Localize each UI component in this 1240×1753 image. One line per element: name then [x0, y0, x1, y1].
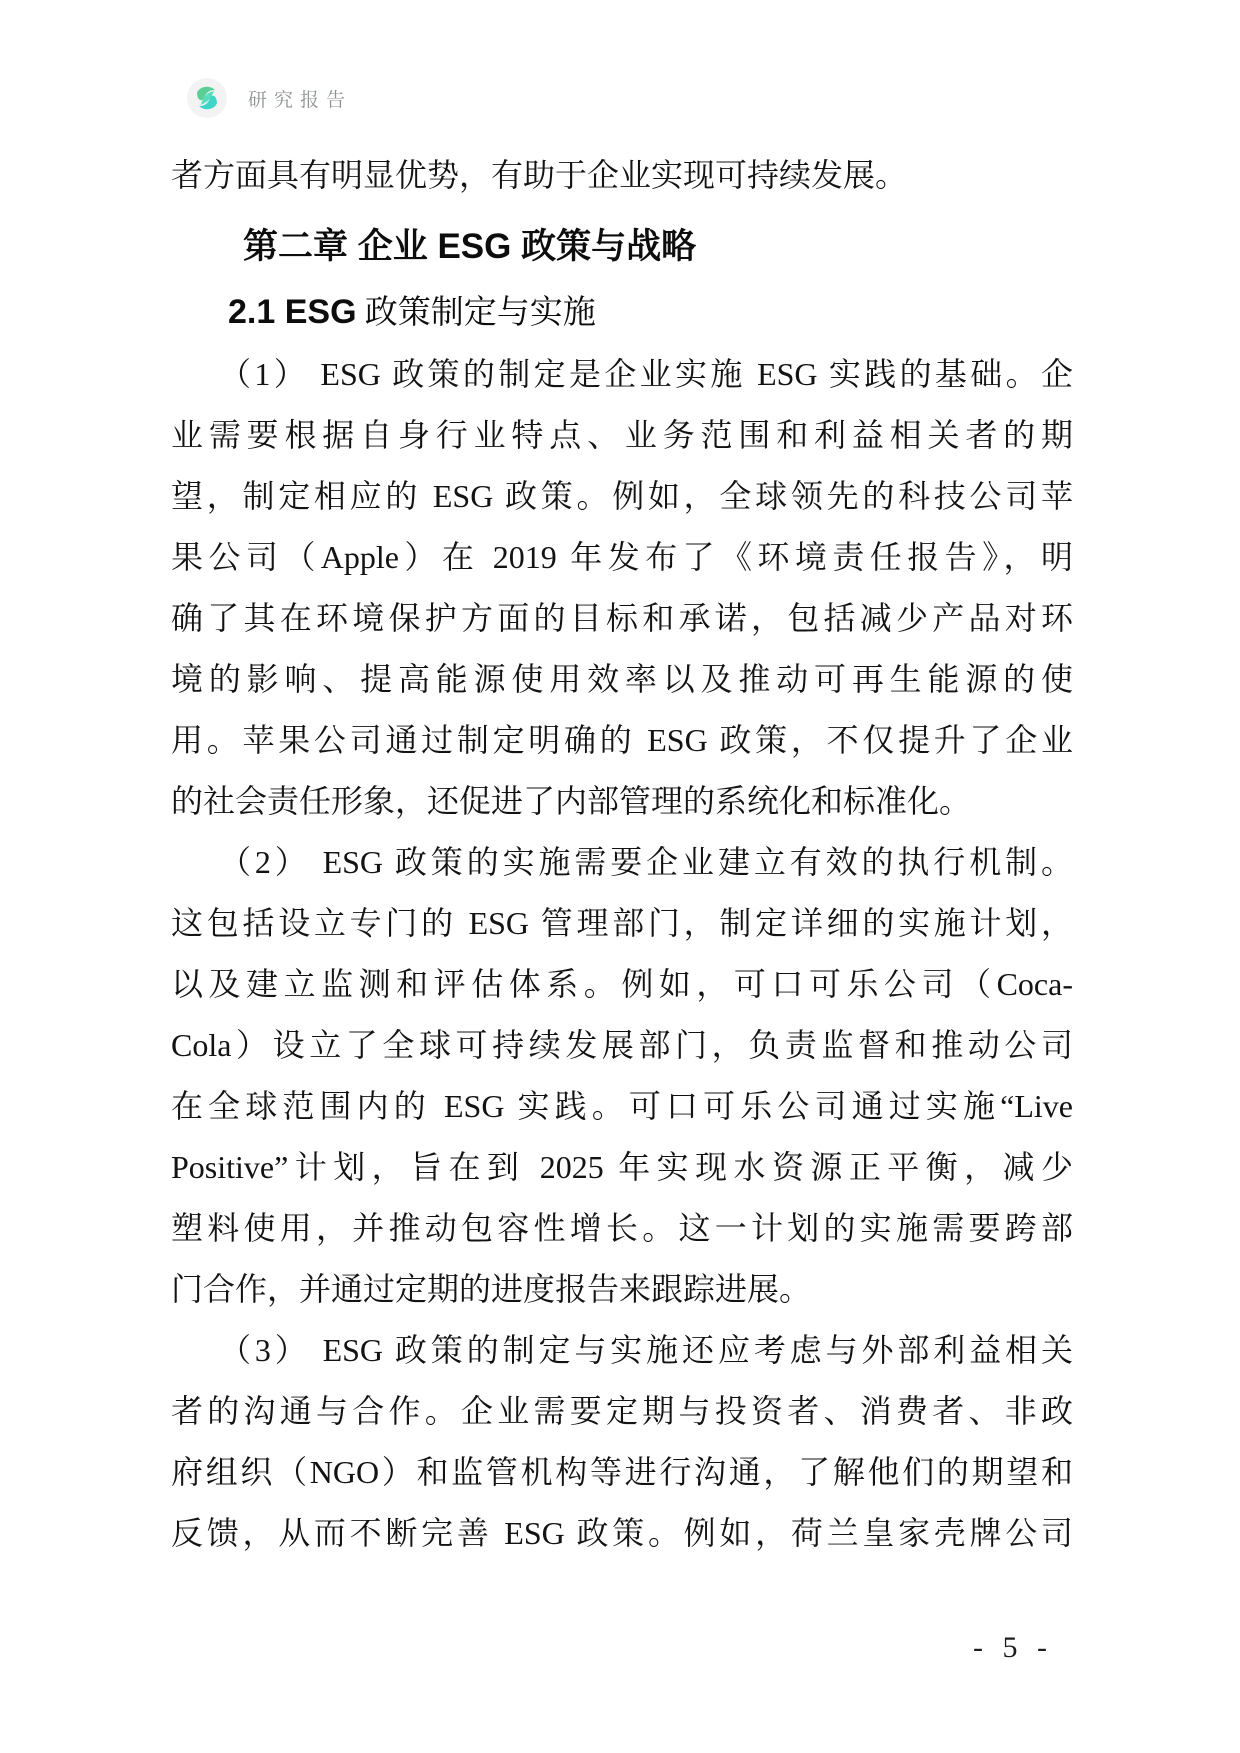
paragraph-line: 的社会责任形象，还促进了内部管理的系统化和标准化。 [171, 783, 972, 819]
section-number: 2.1 ESG [228, 293, 357, 331]
section-title: 政策制定与实施 [356, 295, 596, 331]
paragraph-line: 这包括设立专门的 ESG 管理部门，制定详细的实施计划， [171, 905, 1073, 941]
paragraph-line: （2） ESG 政策的实施需要企业建立有效的执行机制。 [219, 844, 1073, 880]
paragraph-line: （1） ESG 政策的制定是企业实施 ESG 实践的基础。企 [219, 356, 1073, 392]
paragraph-line: 塑料使用，并推动包容性增长。这一计划的实施需要跨部 [171, 1210, 1073, 1246]
paragraph-line: Positive”计划，旨在到 2025 年实现水资源正平衡，减少 [171, 1149, 1073, 1185]
brand-name: 研究报告 [248, 89, 353, 111]
paragraph-line: 在全球范围内的 ESG 实践。可口可乐公司通过实施“Live [171, 1088, 1073, 1124]
intro-line: 者方面具有明显优势，有助于企业实现可持续发展。 [171, 157, 908, 193]
section-heading [171, 280, 1073, 344]
brand-logo-icon [186, 77, 228, 119]
paragraph-line: 用。苹果公司通过制定明确的 ESG 政策，不仅提升了企业 [171, 722, 1073, 758]
paragraph-line: 境的影响、提高能源使用效率以及推动可再生能源的使 [171, 661, 1073, 697]
paragraph-line: 以及建立监测和评估体系。例如，可口可乐公司（Coca- [171, 966, 1073, 1002]
paragraph-line: 确了其在环境保护方面的目标和承诺，包括减少产品对环 [171, 600, 1073, 636]
paragraph-line: 门合作，并通过定期的进度报告来跟踪进展。 [171, 1271, 812, 1307]
paragraph-line: 反馈，从而不断完善 ESG 政策。例如，荷兰皇家壳牌公司 [171, 1515, 1073, 1551]
paragraph-line: 望，制定相应的 ESG 政策。例如，全球领先的科技公司苹 [171, 478, 1073, 514]
paragraph-line: （3） ESG 政策的制定与实施还应考虑与外部利益相关 [219, 1332, 1073, 1368]
paragraph-line: 者的沟通与合作。企业需要定期与投资者、消费者、非政 [171, 1393, 1073, 1429]
paragraph-line: 业需要根据自身行业特点、业务范围和利益相关者的期 [171, 417, 1073, 453]
document-body [171, 145, 1073, 1564]
chapter-heading: 第二章 企业 ESG 政策与战略 [243, 227, 697, 266]
paragraph-line: 府组织（NGO）和监管机构等进行沟通，了解他们的期望和 [171, 1454, 1073, 1490]
paragraph-line: 果公司（Apple）在 2019 年发布了《环境责任报告》，明 [171, 539, 1073, 575]
page-header [186, 76, 352, 120]
page-number: - 5 - [973, 1631, 1053, 1664]
paragraph-line: Cola）设立了全球可持续发展部门，负责监督和推动公司 [171, 1027, 1073, 1063]
